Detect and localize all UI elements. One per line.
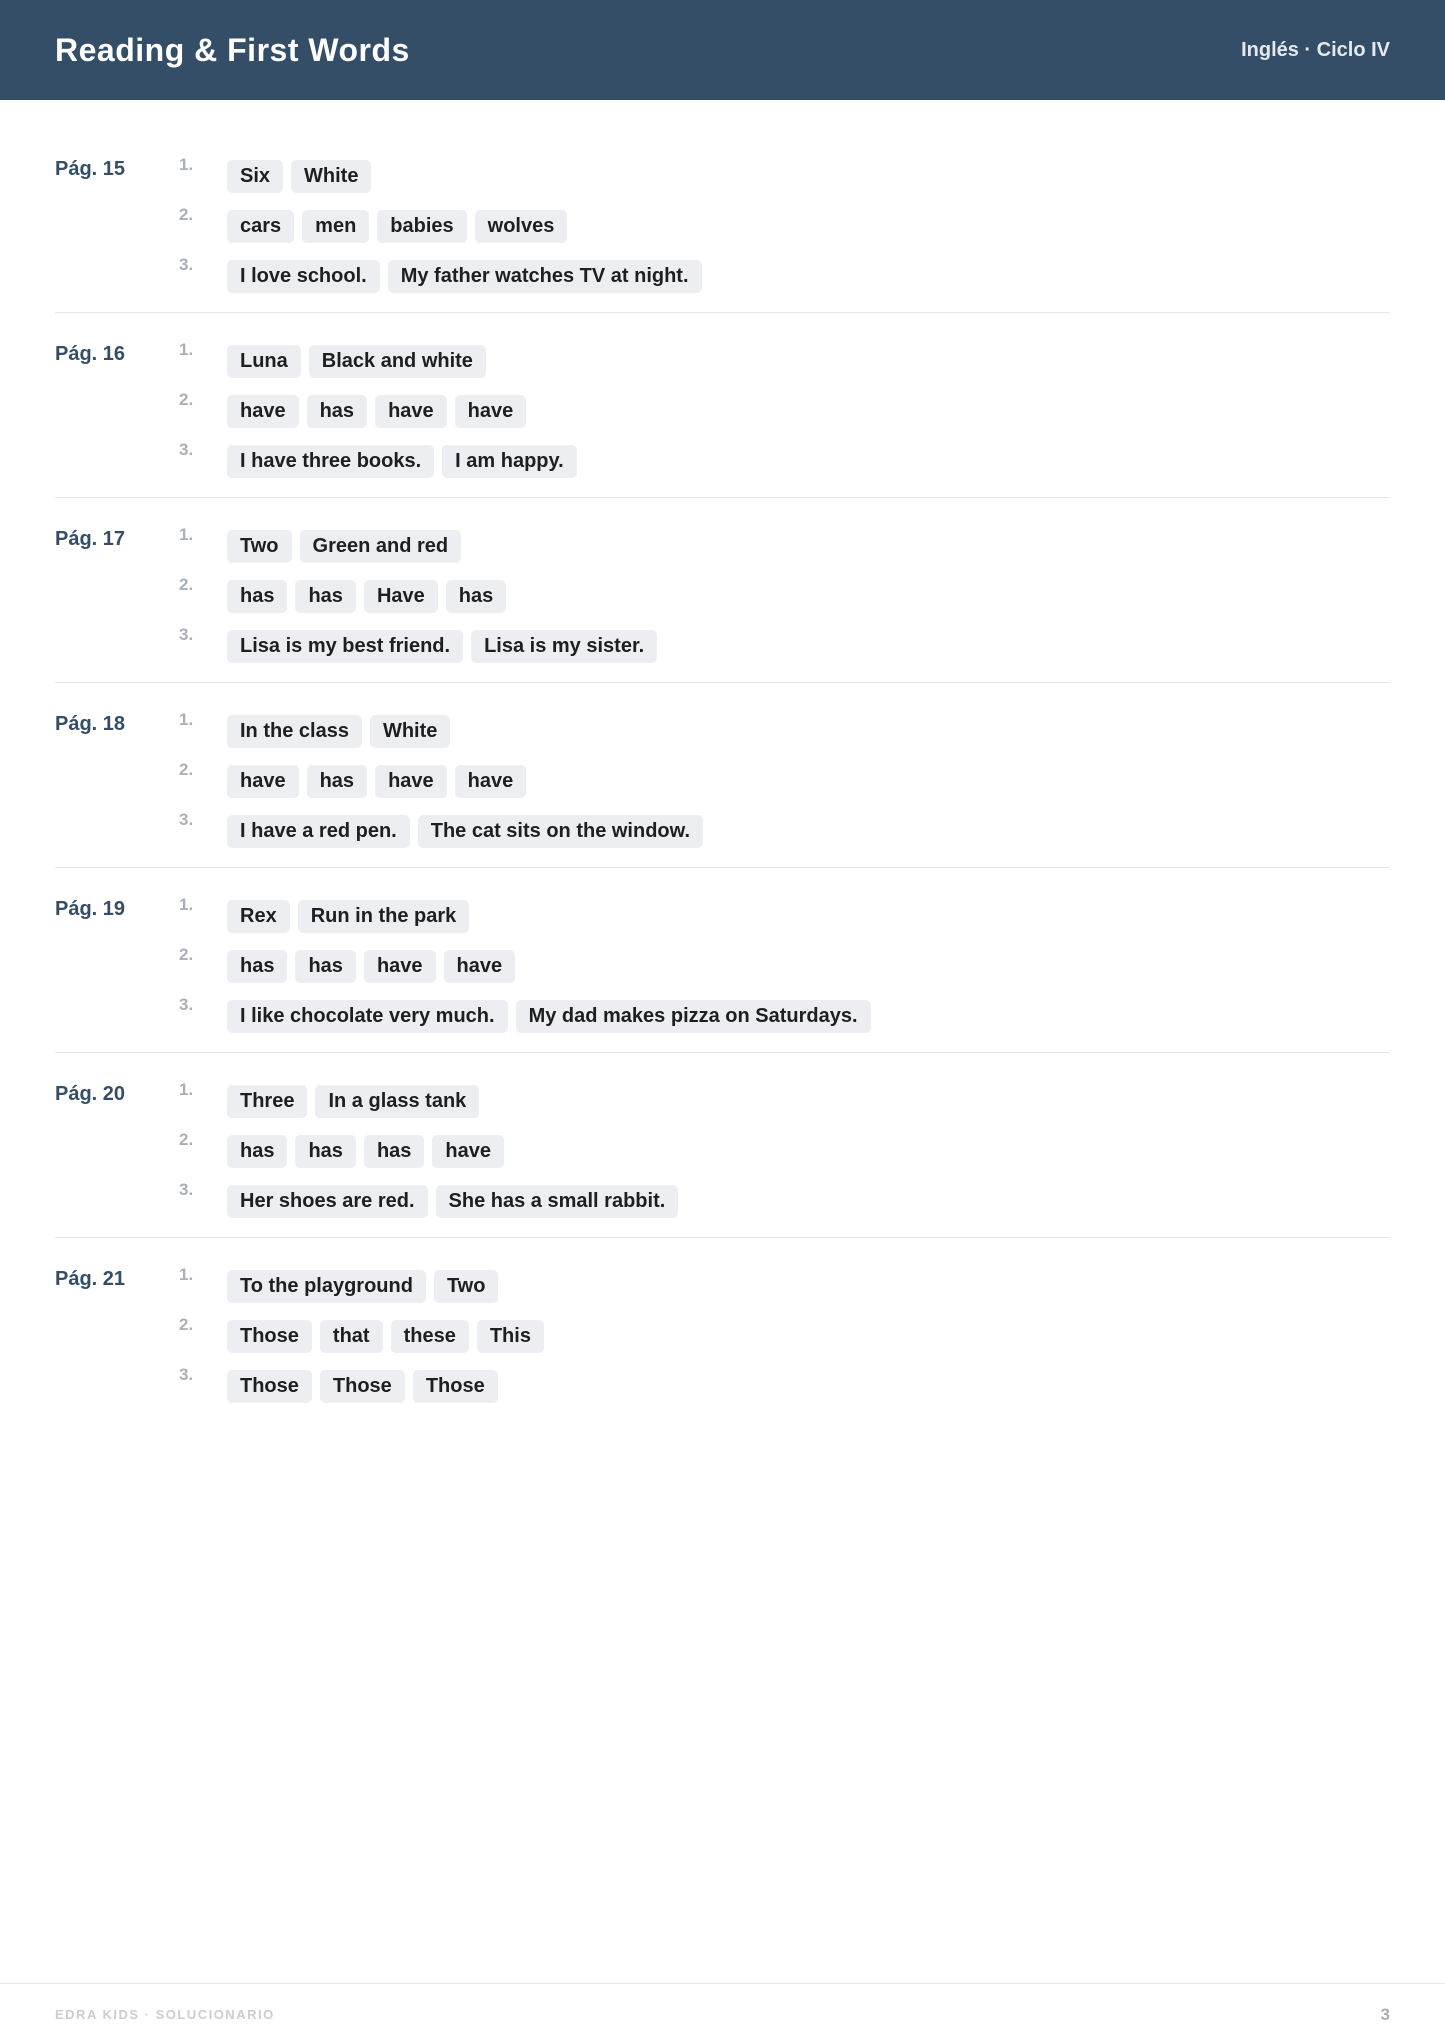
page-section <box>55 1258 1390 1422</box>
answer-chip: have <box>375 395 447 428</box>
answer-chip: have <box>375 765 447 798</box>
answer-chip: White <box>291 160 371 193</box>
page-section <box>55 888 1390 1053</box>
question-number: 2. <box>179 390 194 409</box>
answer-chip: Three <box>227 1085 307 1118</box>
page-label: Pág. 15 <box>55 158 126 180</box>
question-row <box>179 152 1390 202</box>
question-number: 1. <box>179 895 194 914</box>
question-number: 2. <box>179 575 194 594</box>
answer-chip: has <box>307 765 367 798</box>
page-number: 3 <box>1380 2005 1390 2024</box>
question-list <box>179 707 1390 849</box>
answer-group <box>227 707 450 748</box>
question-number: 2. <box>179 1130 194 1149</box>
answer-chip: In a glass tank <box>315 1085 479 1118</box>
answer-chip: cars <box>227 210 294 243</box>
question-row <box>179 622 1390 664</box>
answer-chip: that <box>320 1320 383 1353</box>
answer-group <box>227 1262 498 1303</box>
answer-chip: Those <box>227 1370 312 1403</box>
answer-group <box>227 992 871 1033</box>
page-section <box>55 148 1390 313</box>
answer-chip: have <box>227 765 299 798</box>
answer-chip: I like chocolate very much. <box>227 1000 508 1033</box>
answer-chip: I have three books. <box>227 445 434 478</box>
answer-chip: In the class <box>227 715 362 748</box>
document-title: Reading & First Words <box>55 31 410 68</box>
answer-chip: The cat sits on the window. <box>418 815 703 848</box>
answer-chip: has <box>364 1135 424 1168</box>
question-row <box>179 992 1390 1034</box>
question-number: 3. <box>179 440 194 459</box>
question-list <box>179 337 1390 479</box>
answer-chip: has <box>227 1135 287 1168</box>
answer-chip: wolves <box>475 210 568 243</box>
page-section <box>55 518 1390 683</box>
answer-chip: Lisa is my sister. <box>471 630 657 663</box>
question-number: 3. <box>179 1365 194 1384</box>
answer-chip: Those <box>320 1370 405 1403</box>
question-number: 1. <box>179 340 194 359</box>
answer-group <box>227 942 515 983</box>
answer-chip: have <box>364 950 436 983</box>
answer-chip: men <box>302 210 369 243</box>
answer-chip: Lisa is my best friend. <box>227 630 463 663</box>
answer-group <box>227 522 461 563</box>
answer-chip: Two <box>434 1270 499 1303</box>
page-section <box>55 1073 1390 1238</box>
question-row <box>179 807 1390 849</box>
answer-group <box>227 252 702 293</box>
answer-chip: Those <box>227 1320 312 1353</box>
answer-chip: This <box>477 1320 544 1353</box>
question-row <box>179 252 1390 294</box>
answer-chip: babies <box>377 210 466 243</box>
footer-divider <box>0 1983 1445 1984</box>
question-row <box>179 202 1390 252</box>
page-section <box>55 333 1390 498</box>
question-list <box>179 152 1390 294</box>
answer-chip: have <box>444 950 516 983</box>
page-label: Pág. 20 <box>55 1083 126 1105</box>
answer-chip: Six <box>227 160 283 193</box>
answer-group <box>227 1312 544 1353</box>
question-number: 3. <box>179 995 194 1014</box>
question-number: 3. <box>179 255 194 274</box>
answer-chip: Green and red <box>300 530 462 563</box>
question-row <box>179 1077 1390 1127</box>
question-list <box>179 892 1390 1034</box>
question-row <box>179 942 1390 992</box>
question-number: 2. <box>179 1315 194 1334</box>
question-number: 3. <box>179 810 194 829</box>
page-label: Pág. 16 <box>55 343 126 365</box>
answer-chip: My father watches TV at night. <box>388 260 702 293</box>
question-row <box>179 1177 1390 1219</box>
question-number: 1. <box>179 155 194 174</box>
answer-chip: have <box>455 395 527 428</box>
answer-chip: Black and white <box>309 345 486 378</box>
answer-chip: has <box>307 395 367 428</box>
footer-brand: EDRA KIDS · SOLUCIONARIO <box>55 2007 275 2022</box>
question-row <box>179 707 1390 757</box>
answer-group <box>227 1127 504 1168</box>
question-row <box>179 1262 1390 1312</box>
answer-group <box>227 337 486 378</box>
answer-chip: has <box>295 580 355 613</box>
question-number: 1. <box>179 710 194 729</box>
question-number: 2. <box>179 945 194 964</box>
question-number: 1. <box>179 1265 194 1284</box>
question-list <box>179 1077 1390 1219</box>
answer-group <box>227 1077 479 1118</box>
question-row <box>179 437 1390 479</box>
answer-chip: Two <box>227 530 292 563</box>
question-row <box>179 337 1390 387</box>
answer-group <box>227 437 577 478</box>
page-header <box>0 0 1445 100</box>
answer-group <box>227 152 371 193</box>
answer-group <box>227 387 526 428</box>
answer-chip: Run in the park <box>298 900 470 933</box>
question-number: 1. <box>179 525 194 544</box>
answer-group <box>227 572 506 613</box>
question-number: 2. <box>179 760 194 779</box>
answer-chip: has <box>446 580 506 613</box>
answer-group <box>227 622 657 663</box>
answer-chip: has <box>295 1135 355 1168</box>
question-row <box>179 1362 1390 1404</box>
answer-chip: I have a red pen. <box>227 815 410 848</box>
question-row <box>179 387 1390 437</box>
answer-chip: has <box>227 580 287 613</box>
answer-chip: Those <box>413 1370 498 1403</box>
answer-chip: Rex <box>227 900 290 933</box>
question-list <box>179 1262 1390 1404</box>
answer-chip: has <box>227 950 287 983</box>
answer-chip: has <box>295 950 355 983</box>
question-number: 2. <box>179 205 194 224</box>
answer-chip: To the playground <box>227 1270 426 1303</box>
answer-group <box>227 1362 498 1403</box>
answer-chip: Her shoes are red. <box>227 1185 428 1218</box>
answer-group <box>227 892 469 933</box>
answer-chip: My dad makes pizza on Saturdays. <box>516 1000 871 1033</box>
question-number: 1. <box>179 1080 194 1099</box>
answer-chip: have <box>455 765 527 798</box>
question-number: 3. <box>179 1180 194 1199</box>
question-row <box>179 572 1390 622</box>
question-row <box>179 892 1390 942</box>
page-section <box>55 703 1390 868</box>
answer-chip: White <box>370 715 450 748</box>
question-list <box>179 522 1390 664</box>
page-label: Pág. 21 <box>55 1268 126 1290</box>
answer-chip: have <box>432 1135 504 1168</box>
page-label: Pág. 17 <box>55 528 126 550</box>
answer-chip: Have <box>364 580 438 613</box>
subject-label: Inglés · Ciclo IV <box>1241 38 1390 61</box>
answer-chip: have <box>227 395 299 428</box>
question-row <box>179 522 1390 572</box>
answer-chip: I am happy. <box>442 445 577 478</box>
answer-group <box>227 1177 678 1218</box>
answer-key <box>55 148 1390 1442</box>
question-number: 3. <box>179 625 194 644</box>
answer-chip: I love school. <box>227 260 380 293</box>
question-row <box>179 1312 1390 1362</box>
question-row <box>179 757 1390 807</box>
answer-chip: Luna <box>227 345 301 378</box>
answer-chip: She has a small rabbit. <box>436 1185 679 1218</box>
answer-chip: these <box>391 1320 469 1353</box>
answer-group <box>227 202 567 243</box>
question-row <box>179 1127 1390 1177</box>
answer-group <box>227 807 703 848</box>
page-label: Pág. 18 <box>55 713 126 735</box>
page-label: Pág. 19 <box>55 898 126 920</box>
answer-group <box>227 757 526 798</box>
